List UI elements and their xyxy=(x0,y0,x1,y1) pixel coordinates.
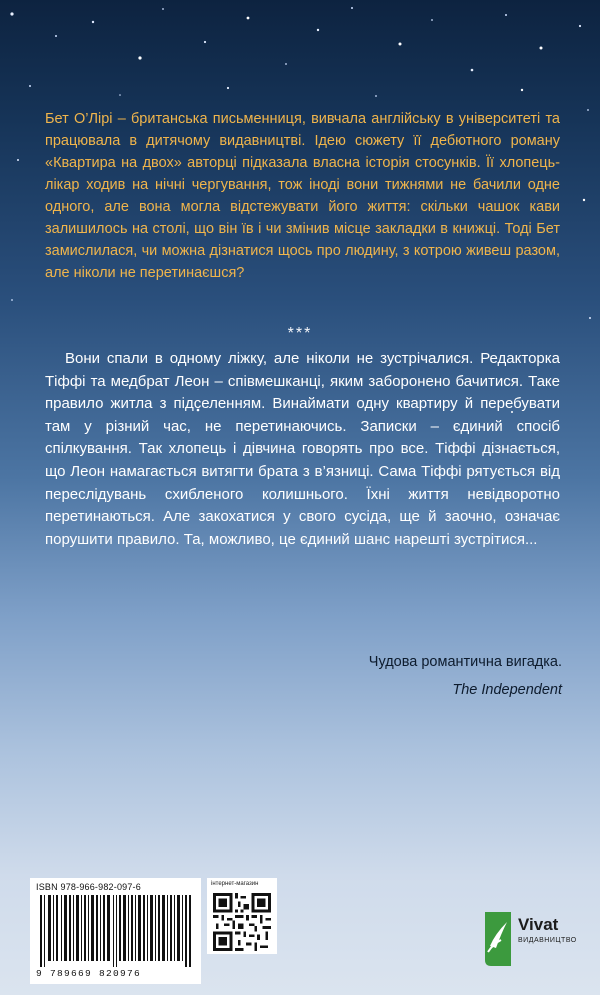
qr-panel[interactable] xyxy=(207,878,277,954)
star xyxy=(583,199,585,201)
barcode-number: 9 789669 820976 xyxy=(36,968,142,979)
star xyxy=(431,19,433,21)
qr-code-icon xyxy=(213,893,271,951)
star xyxy=(579,25,581,27)
star xyxy=(351,7,353,9)
star xyxy=(17,159,19,161)
star xyxy=(29,85,31,87)
star xyxy=(10,12,13,15)
star xyxy=(317,29,319,31)
star xyxy=(540,47,543,50)
star xyxy=(521,89,523,91)
star xyxy=(587,109,589,111)
star xyxy=(471,69,474,72)
star xyxy=(92,21,94,23)
qr-label: інтернет-магазин xyxy=(211,881,259,887)
star xyxy=(285,63,287,65)
author-bio: Бет О’Лірі – британська письменниця, вивчала англійську в університеті та працювала в дитячому видавництві. Ідею сюжету її дебютного роману «Квартира на двох» авторці підказала власна історія стосунків. Її хлопець-лікар ходив на нічні чергування, тож іноді вони тижнями не бачили одне одного, але вона могла відстежувати його життя: скільки чашок кави залишилось на столі, що він їв і чи змінив місце закладки в книжці. Тоді Бет замислилася, чи можна дізнатися щось про людину, з котрою живеш разом, але ніколи не перетинаєшся? xyxy=(45,111,560,281)
isbn-label: ISBN 978-966-982-097-6 xyxy=(36,882,141,892)
star xyxy=(11,299,13,301)
publisher-subtitle: ВИДАВНИЦТВО xyxy=(518,937,577,944)
star xyxy=(589,317,591,319)
star xyxy=(227,87,229,89)
star xyxy=(119,94,121,96)
barcode-icon xyxy=(40,895,192,967)
star xyxy=(247,17,250,20)
section-separator: *** xyxy=(287,325,313,342)
book-synopsis: Вони спали в одному ліжку, але ніколи не зустрічалися. Редакторка Тіффі та медбрат Леон – співмешканці, яким заборонено бачитися. Таке правило житла з підселенням. Винаймати одну квартиру й перебувати там у різний час, не перетинаючись. Записки – єдиний спосіб спілкування. Так хлопець і дівчина говорять про все. Тіффі дізнається, що Леон намагається витягти брата з в’язниці. Сама Тіффі рятується від переслідувань схибленого колишнього. Їхні життя невідворотно перетинаються. Але закохатися у свого сусіда, ще й заочно, означає порушити правило. Та, можливо, це єдиний шанс нарешті зустрітися... xyxy=(45,350,560,548)
star xyxy=(204,41,206,43)
star xyxy=(399,43,402,46)
star xyxy=(375,95,377,97)
barcode-panel xyxy=(30,878,201,984)
publisher-name: Vivat xyxy=(518,915,559,934)
review-block xyxy=(369,648,562,704)
star xyxy=(162,8,164,10)
star xyxy=(55,35,57,37)
review-quote: Чудова романтична вигадка. xyxy=(368,654,562,670)
review-source: The Independent xyxy=(452,682,562,698)
star xyxy=(505,14,507,16)
star xyxy=(138,56,141,59)
